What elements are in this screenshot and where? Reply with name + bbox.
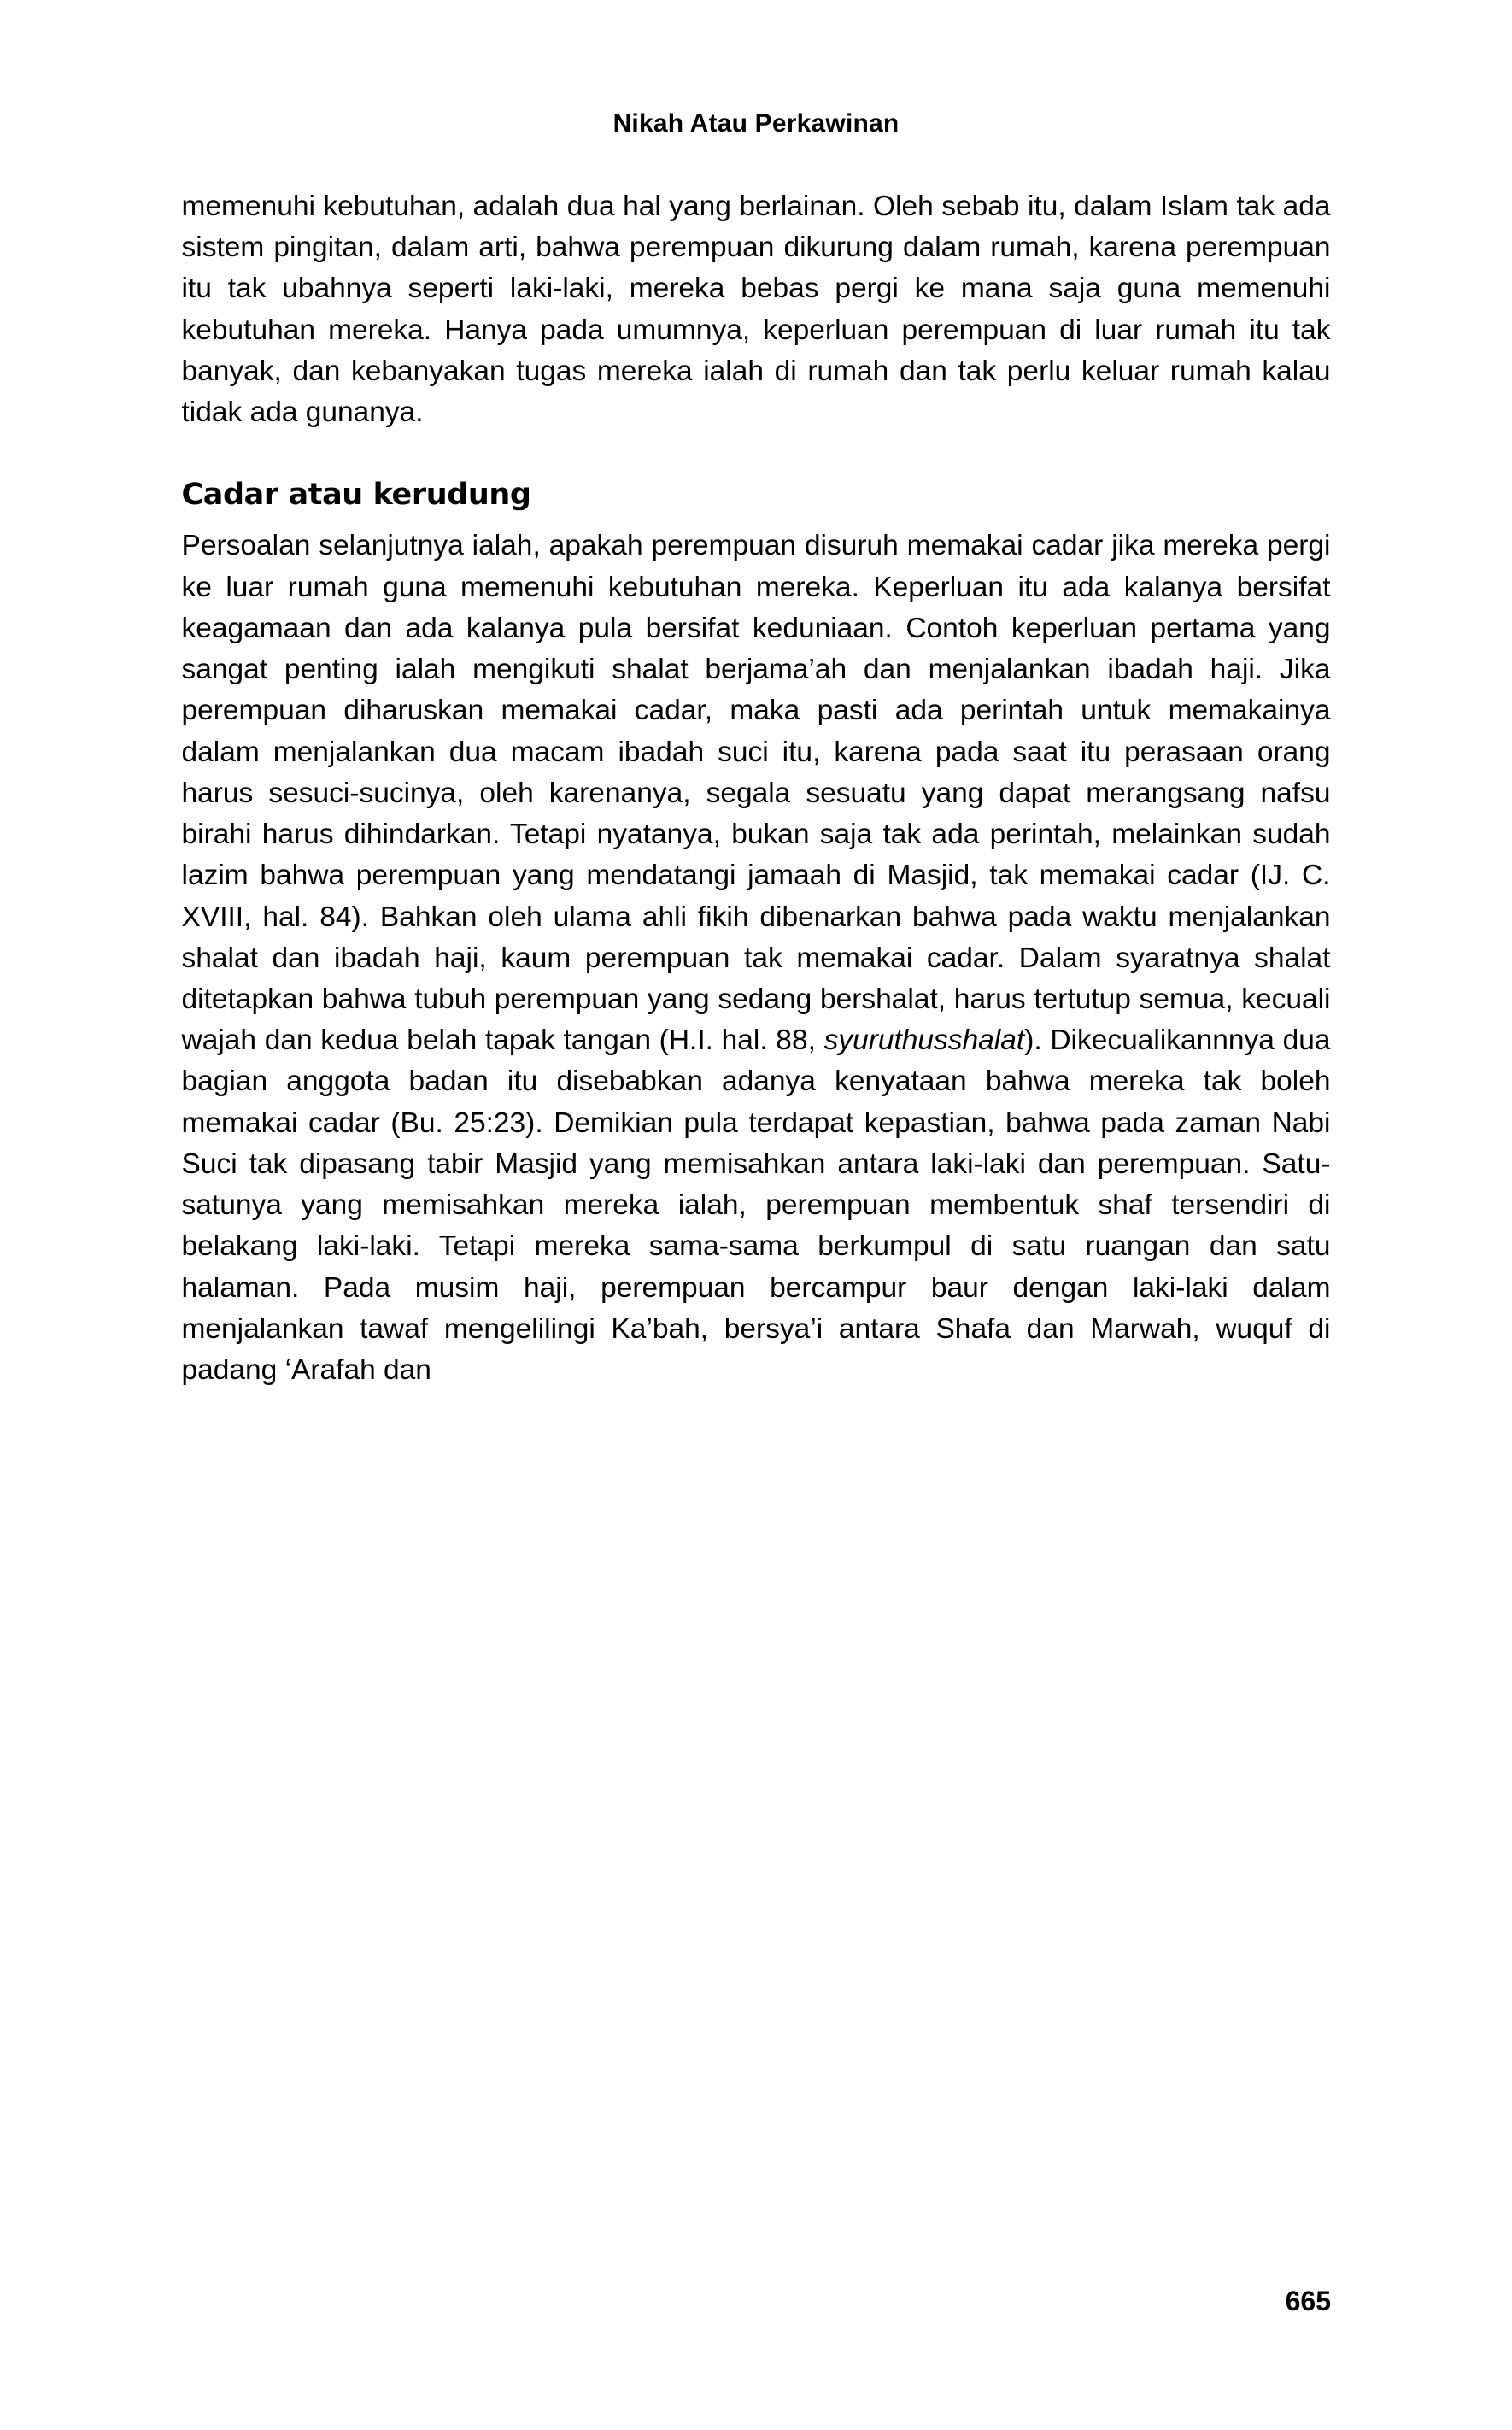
section-text-before-italic: Persoalan selanjutnya ialah, apakah perempuan disuruh memakai cadar jika mereka pergi ke luar rumah guna memenuhi kebutuhan mereka. Keperluan itu ada kalanya bersifat keagamaan dan ada kalanya pula bersifat keduniaan. Contoh keperluan pertama yang sangat penting ialah mengikuti shalat berjama’ah dan menjalankan ibadah haji. Jika perempuan diharuskan memakai cadar, maka pasti ada perintah untuk memakainya dalam menjalankan dua macam ibadah suci itu, karena pada saat itu perasaan orang harus sesuci-sucinya, oleh karenanya, segala sesuatu yang dapat merangsang nafsu birahi harus dihindarkan. Tetapi nyatanya, bukan saja tak ada perintah, melainkan sudah lazim bahwa perempuan yang mendatangi jamaah di Masjid, tak memakai cadar (IJ. C. XVIII, hal. 84). Bahkan oleh ulama ahli fikih dibenarkan bahwa pada waktu menjalankan shalat dan ibadah haji, kaum perempuan tak memakai cadar. Dalam syaratnya shalat ditetapkan bahwa tubuh perempuan yang sedang bershalat, harus tertutup semua, kecuali wajah dan kedua belah tapak tangan (H.I. hal. 88, <box>181 530 1331 1057</box>
document-page <box>0 109 1512 2430</box>
section-heading: Cadar atau kerudung <box>181 478 531 513</box>
running-head: Nikah Atau Perkawinan <box>612 109 900 138</box>
paragraph-continued: memenuhi kebutuhan, adalah dua hal yang berlainan. Oleh sebab itu, dalam Islam tak ada sistem pingitan, dalam arti, bahwa perempuan dikurung dalam rumah, karena perempuan itu tak ubahnya seperti laki-laki, mereka bebas pergi ke mana saja guna memenuhi kebutuhan mereka. Hanya pada umumnya, keperluan perempuan di luar rumah itu tak banyak, dan kebanyakan tugas mereka ialah di rumah dan tak perlu keluar rumah kalau tidak ada gunanya. <box>181 191 1331 429</box>
page-number: 665 <box>1285 2286 1331 2316</box>
italic-term: syuruthusshalat <box>823 1024 1025 1057</box>
page-content <box>182 138 1331 1391</box>
section-paragraph <box>182 525 1331 1391</box>
section-text-after-italic: ). Dikecualikannnya dua bagian anggota badan itu disebabkan adanya kenyataan bahwa mereka tak boleh memakai cadar (Bu. 25:23). Demikian pula terdapat kepastian, bahwa pada zaman Nabi Suci tak dipasang tabir Masjid yang memisahkan antara laki-laki dan perempuan. Satu-satunya yang memisahkan mereka ialah, perempuan membentuk shaf tersendiri di belakang laki-laki. Tetapi mereka sama-sama berkumpul di satu ruangan dan satu halaman. Pada musim haji, perempuan bercampur baur dengan laki-laki dalam menjalankan tawaf mengelilingi Ka’bah, bersya’i antara Shafa dan Marwah, wuquf di padang ‘Arafah dan <box>181 1024 1331 1387</box>
